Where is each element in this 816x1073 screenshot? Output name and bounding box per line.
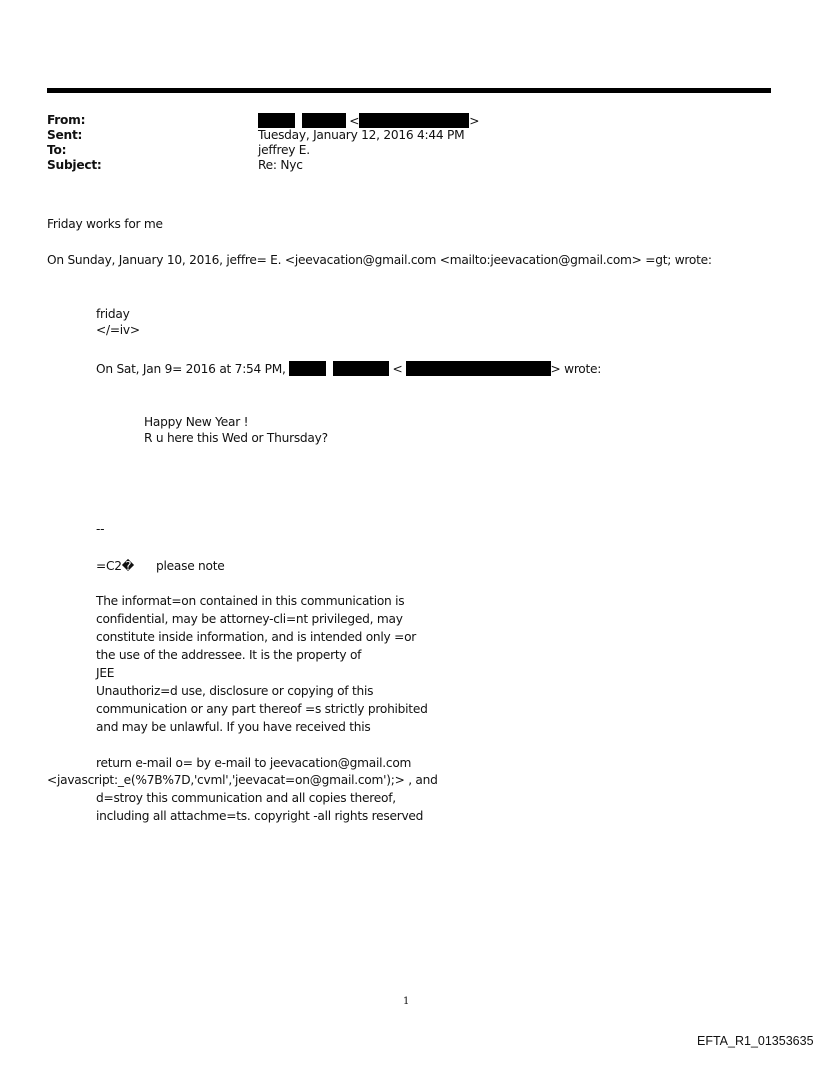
sig-c2: =C2� xyxy=(96,559,134,573)
disclaimer-line: and may be unlawful. If you have received this xyxy=(96,720,371,734)
quote2-intro xyxy=(96,361,601,377)
disclaimer-line: constitute inside information, and is intended only =or xyxy=(96,630,417,644)
from-value xyxy=(258,113,479,129)
redaction-box xyxy=(406,361,551,376)
destroy-line: d=stroy this communication and all copies thereof, xyxy=(96,791,396,805)
disclaimer-line: communication or any part thereof =s strictly prohibited xyxy=(96,702,428,716)
to-value: jeffrey E. xyxy=(258,143,310,157)
redaction-box xyxy=(289,361,326,376)
quote2-intro-text: On Sat, Jan 9= 2016 at 7:54 PM, xyxy=(96,362,286,376)
quote2-lt: < xyxy=(392,362,403,376)
disclaimer-line: the use of the addressee. It is the property of xyxy=(96,648,362,662)
reply-text: Friday works for me xyxy=(47,217,163,231)
disclaimer-line: confidential, may be attorney-cli=nt privileged, may xyxy=(96,612,403,626)
document-id: EFTA_R1_01353635 xyxy=(697,1034,814,1048)
quote1-intro: On Sunday, January 10, 2016, jeffre= E. <jeevacation@gmail.com <mailto:jeevacation@gmail.com> =gt; wrote: xyxy=(47,253,712,267)
redaction-box xyxy=(359,113,469,128)
javascript-line: <javascript:_e(%7B%7D,'cvml','jeevacat=on@gmail.com');> , and xyxy=(47,773,438,787)
from-label: From: xyxy=(47,113,86,127)
from-gt: > xyxy=(469,114,480,128)
page-number: 1 xyxy=(403,996,410,1007)
redaction-box xyxy=(302,113,346,128)
quote2-wrote: > wrote: xyxy=(550,362,602,376)
header-rule xyxy=(47,88,771,93)
quote2-line: Happy New Year ! xyxy=(144,415,249,429)
sig-dash: -- xyxy=(96,522,105,536)
sent-label: Sent: xyxy=(47,128,83,142)
disclaimer-line: JEE xyxy=(96,666,115,680)
from-lt: < xyxy=(349,114,360,128)
redaction-box xyxy=(333,361,389,376)
sent-value: Tuesday, January 12, 2016 4:44 PM xyxy=(258,128,465,142)
quote1-line: </=iv> xyxy=(96,323,140,337)
quote1-line: friday xyxy=(96,307,130,321)
quote2-line: R u here this Wed or Thursday? xyxy=(144,431,328,445)
to-label: To: xyxy=(47,143,67,157)
subject-label: Subject: xyxy=(47,158,102,172)
return-line: return e-mail o= by e-mail to jeevacation@gmail.com xyxy=(96,756,412,770)
subject-value: Re: Nyc xyxy=(258,158,303,172)
sig-note: please note xyxy=(156,559,225,573)
disclaimer-line: Unauthoriz=d use, disclosure or copying of this xyxy=(96,684,374,698)
redaction-box xyxy=(258,113,295,128)
disclaimer-line: The informat=on contained in this communication is xyxy=(96,594,405,608)
attach-line: including all attachme=ts. copyright -all rights reserved xyxy=(96,809,424,823)
